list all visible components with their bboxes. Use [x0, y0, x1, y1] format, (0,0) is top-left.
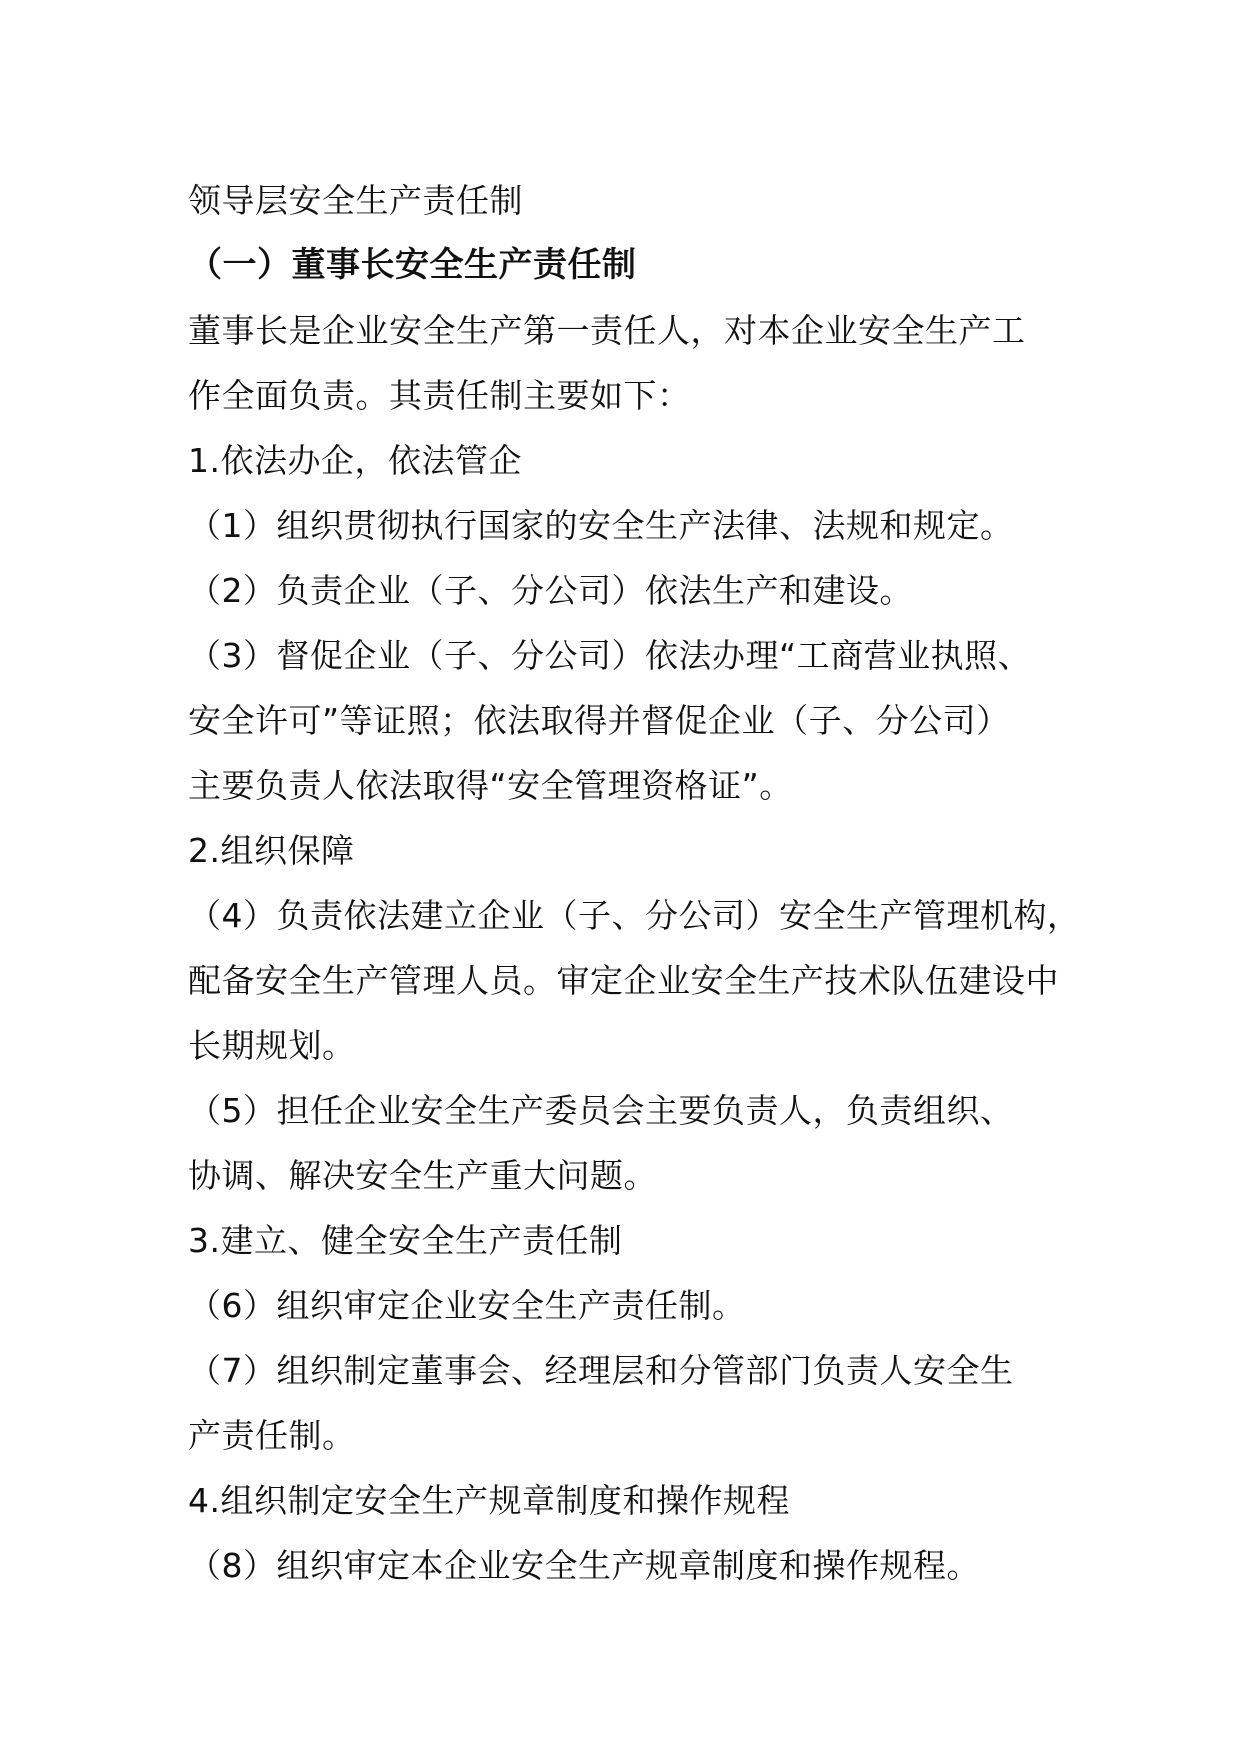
subsection-heading: 3.建立、健全安全生产责任制: [188, 1221, 623, 1260]
document-title: 领导层安全生产责任制: [188, 181, 523, 220]
paragraph-line: 作全面负责。其责任制主要如下：: [188, 376, 691, 415]
paragraph-line: （3）督促企业（子、分公司）依法办理“工商营业执照、: [188, 636, 1032, 675]
paragraph-line: 主要负责人依法取得“安全管理资格证”。: [188, 766, 793, 805]
paragraph-line: （4）负责依法建立企业（子、分公司）安全生产管理机构，: [188, 896, 1081, 935]
paragraph-line: 产责任制。: [188, 1416, 356, 1455]
subsection-heading: 4.组织制定安全生产规章制度和操作规程: [188, 1481, 790, 1520]
paragraph-line: 长期规划。: [188, 1026, 356, 1065]
subsection-heading: 2.组织保障: [188, 831, 355, 870]
paragraph-line: （5）担任企业安全生产委员会主要负责人，负责组织、: [188, 1091, 1014, 1130]
paragraph-line: 协调、解决安全生产重大问题。: [188, 1156, 657, 1195]
paragraph-line: 安全许可”等证照；依法取得并督促企业（子、分公司）: [188, 701, 1010, 740]
paragraph-line: 董事长是企业安全生产第一责任人，对本企业安全生产工: [188, 311, 1026, 350]
paragraph-line: （1）组织贯彻执行国家的安全生产法律、法规和规定。: [188, 506, 1014, 545]
paragraph-line: （2）负责企业（子、分公司）依法生产和建设。: [188, 571, 913, 610]
document-body: [188, 168, 1081, 1598]
section-heading: （一）董事长安全生产责任制: [188, 245, 637, 285]
paragraph-line: （8）组织审定本企业安全生产规章制度和操作规程。: [188, 1546, 980, 1585]
paragraph-line: （6）组织审定企业安全生产责任制。: [188, 1286, 746, 1325]
paragraph-line: （7）组织制定董事会、经理层和分管部门负责人安全生: [188, 1351, 1014, 1390]
paragraph-line: 配备安全生产管理人员。审定企业安全生产技术队伍建设中: [188, 961, 1059, 1000]
subsection-heading: 1.依法办企，依法管企: [188, 441, 522, 480]
